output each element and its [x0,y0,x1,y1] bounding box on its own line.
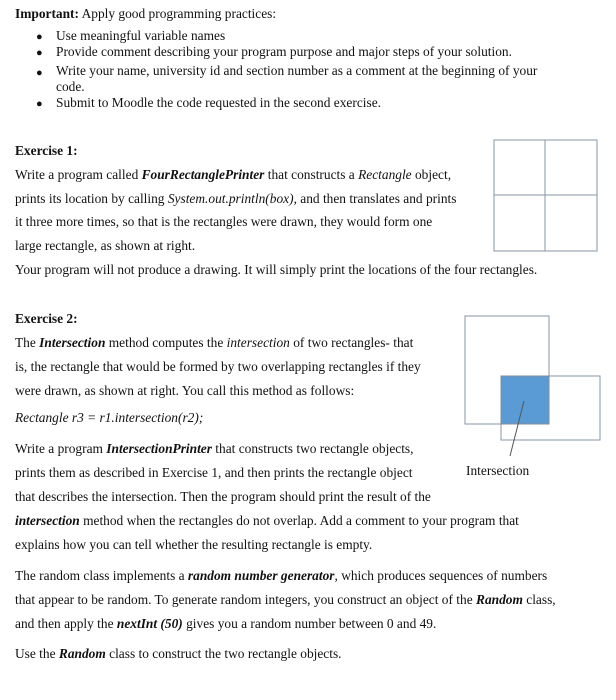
text: The [15,335,40,350]
important-text: Apply good programming practices: [78,6,277,21]
exercise2-title [15,311,78,327]
important-label: Important: [15,6,79,21]
exercise2-line7 [15,513,519,529]
bullet-item: Submit to Moodle the code requested in the second exercise. [56,95,382,110]
random-line4 [15,646,342,662]
bullet-item-continuation: code. [56,79,85,94]
text: that appear to be random. To generate random integers, you construct an object of the [15,592,477,607]
text: method computes the [105,335,227,350]
exercise2-line8: explains how you can tell whether the resulting rectangle is empty. [15,537,373,552]
text: of two rectangles- that [289,335,414,350]
exercise1-line4: large rectangle, as shown at right. [15,238,196,253]
exercise1-line2 [15,191,456,207]
text: that constructs a [264,167,359,182]
important-heading [15,6,276,22]
rectangle-r2 [501,376,600,440]
class-name: Random [476,592,523,607]
type-name: Rectangle [358,167,412,182]
text: The random class implements a [15,568,188,583]
text: , and then translates and prints [293,191,457,206]
random-line3 [15,616,436,632]
bullet-item: Use meaningful variable names [56,28,226,43]
code-snippet: Rectangle r3 = r1.intersection(r2); [15,410,204,425]
intersection-pointer-line [510,401,524,456]
text: Use the [15,646,59,661]
rectangle-r1 [465,316,549,424]
exercise2-line5: prints them as described in Exercise 1, and then prints the rectangle object [15,465,413,480]
text: method when the rectangles do not overlap. Add a comment to your program that [79,513,519,528]
text: object, [411,167,452,182]
rectangle-bottom-left [494,195,545,251]
class-name: FourRectanglePrinter [141,167,265,182]
exercise1-line3: it three more times, so that is the rectangles were drawn, they would form one [15,214,433,229]
bullet-item: Provide comment describing your program purpose and major steps of your solution. [56,44,512,59]
text: that constructs two rectangle objects, [211,441,414,456]
bullet-item: Write your name, university id and section number as a comment at the beginning of your [56,63,538,78]
text: Write a program [15,441,107,456]
bullet-dot: ● [36,67,43,79]
rectangle-bottom-right [545,195,597,251]
exercise2-line4 [15,441,414,457]
method-name: intersection [15,513,80,528]
exercise1-title [15,143,78,159]
random-line1 [15,568,547,584]
random-line2 [15,592,556,608]
exercise1-line5: Your program will not produce a drawing. It will simply print the locations of the four rectangles. [15,262,538,277]
rectangle-top-right [545,140,597,195]
exercise1-title-text: Exercise 1: [15,143,78,158]
bullet-dot: ● [36,47,43,59]
text: class, [522,592,556,607]
term: random number generator [187,568,335,583]
exercise2-title-text: Exercise 2: [15,311,78,326]
term: intersection [226,335,290,350]
text: class to construct the two rectangle objects. [105,646,342,661]
text: gives you a random number between 0 and 49. [182,616,437,631]
text: Write a program called [15,167,142,182]
bullet-dot: ● [36,98,43,110]
class-name: Random [58,646,106,661]
class-name: IntersectionPrinter [106,441,212,456]
exercise2-line2: is, the rectangle that would be formed by two overlapping rectangles if they [15,359,421,374]
method-name: Intersection [39,335,106,350]
intersection-label: Intersection [466,463,530,478]
exercise1-line1 [15,167,451,183]
text: , which produces sequences of numbers [334,568,548,583]
exercise2-code [15,410,203,426]
exercise2-line3: were drawn, as shown at right. You call this method as follows: [15,383,355,398]
rectangle-top-left [494,140,545,195]
intersection-rectangle [501,376,549,424]
exercise2-line6: that describes the intersection. Then the program should print the result of the [15,489,431,504]
code-call: System.out.println(box) [167,191,294,206]
bullet-dot: ● [36,31,43,43]
text: and then apply the [15,616,117,631]
exercise2-line1 [15,335,413,351]
text: prints its location by calling [15,191,168,206]
method-call: nextInt (50) [116,616,183,631]
